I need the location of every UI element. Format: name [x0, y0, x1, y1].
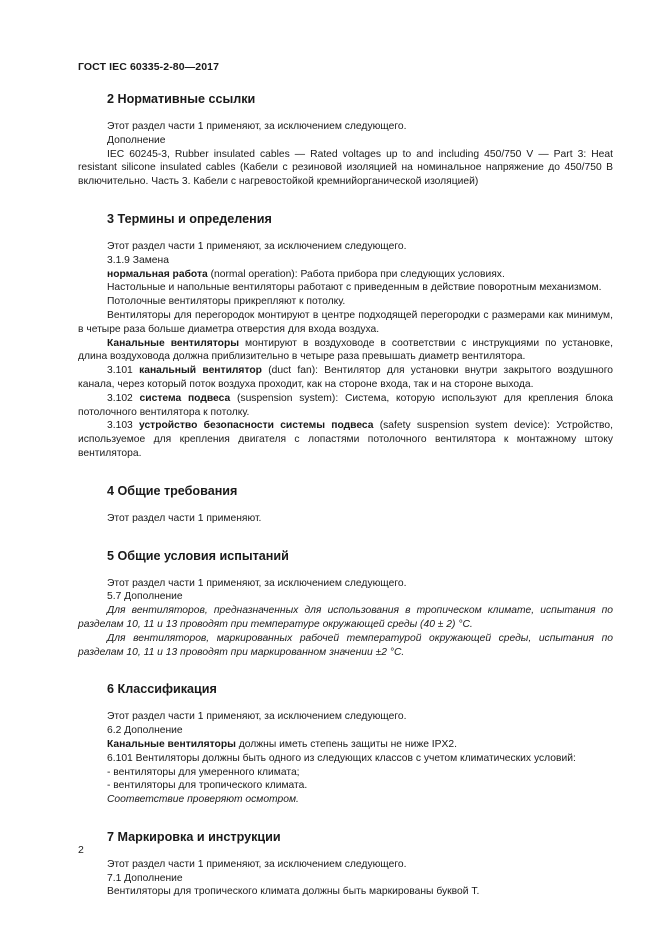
- list-item: - вентиляторы для тропического климата.: [107, 780, 308, 792]
- term: Канальные вентиляторы: [107, 337, 240, 349]
- paragraph: Вентиляторы для перегородок монтируют в центре подходящей перегородки с размерами как минимум, в четыре раза больше диаметра отверстия для входа воздуха.: [78, 309, 613, 335]
- paragraph: [78, 392, 613, 420]
- paragraph: 5.7 Дополнение: [107, 591, 183, 603]
- paragraph: [78, 268, 613, 282]
- clause-number: 3.103: [107, 420, 139, 432]
- paragraph: 7.1 Дополнение: [107, 872, 183, 884]
- paragraph: Этот раздел части 1 применяют, за исключением следующего.: [107, 858, 407, 870]
- clause-number: 3.102: [107, 392, 140, 404]
- term: устройство безопасности системы подвеса: [138, 420, 374, 432]
- paragraph: [78, 738, 613, 752]
- paragraph: Этот раздел части 1 применяют.: [107, 512, 262, 524]
- paragraph: Потолочные вентиляторы прикрепляют к потолку.: [107, 296, 346, 308]
- term-definition: (normal operation): Работа прибора при следующих условиях.: [207, 268, 505, 280]
- paragraph: [78, 419, 613, 460]
- clause-number: 3.101: [107, 365, 140, 377]
- paragraph: Этот раздел части 1 применяют, за исключением следующего.: [107, 711, 407, 723]
- term-definition: (duct fan): Вентилятор для установки внутри закрытого воздушного канала, через который поток воздуха проходит, как на стороне входа, так и на стороне выхода.: [78, 365, 614, 390]
- term-definition: (safety suspension system device): Устройство, используемое для крепления двигателя с лопастями потолочного вентилятора к монтажному штоку вентилятора.: [78, 420, 613, 459]
- section-title: 6 Классификация: [107, 682, 217, 697]
- paragraph: Дополнение: [107, 134, 166, 146]
- term-definition: монтируют в воздуховоде в соответствии с инструкциями по установке, длина воздуховода должна приблизительно в четыре раза превышать диаметр вентилятора.: [78, 337, 613, 363]
- section-title: 4 Общие требования: [107, 483, 238, 498]
- paragraph: [78, 337, 613, 365]
- section-7-marking-instructions: [78, 830, 613, 899]
- section-4-general-requirements: [78, 484, 613, 526]
- section-title: 3 Термины и определения: [107, 211, 272, 226]
- paragraph: Соответствие проверяют осмотром.: [107, 794, 299, 806]
- section-2-normative-references: [78, 92, 613, 189]
- term: Канальные вентиляторы: [107, 738, 236, 750]
- paragraph: Этот раздел части 1 применяют, за исключением следующего.: [107, 240, 407, 252]
- page-number: 2: [78, 844, 84, 856]
- section-title: 5 Общие условия испытаний: [107, 548, 289, 563]
- list-item: - вентиляторы для умеренного климата;: [107, 766, 300, 778]
- paragraph: IEC 60245-3, Rubber insulated cables — Rated voltages up to and including 450/750 V — Part 3: Heat resistant silicone insulated cables (Кабели с резиновой изоляцией на номинальное напряжение до 450/750 В включительно. Часть 3. Кабели с нагревостойкой кремнийорганической изоляцией): [78, 148, 613, 188]
- paragraph: 6.101 Вентиляторы должны быть одного из следующих классов с учетом климатических условий:: [107, 752, 576, 764]
- section-title: 7 Маркировка и инструкции: [107, 829, 281, 844]
- section-3-terms-definitions: [78, 212, 613, 461]
- document-header: ГОСТ IEC 60335-2-80—2017: [78, 61, 220, 73]
- paragraph: 6.2 Дополнение: [107, 725, 183, 737]
- document-body: [78, 92, 613, 922]
- paragraph: Для вентиляторов, предназначенных для использования в тропическом климате, испытания по разделам 10, 11 и 13 проводят при температуре окружающей среды (40 ± 2) °С.: [78, 605, 613, 630]
- paragraph: [78, 364, 613, 392]
- term: система подвеса: [139, 392, 231, 404]
- paragraph: Настольные и напольные вентиляторы работают с приведенным в действие поворотным механизмом.: [107, 282, 602, 294]
- term-definition: должны иметь степень защиты не ниже IPX2.: [235, 738, 457, 750]
- paragraph: Этот раздел части 1 применяют, за исключением следующего.: [107, 121, 407, 132]
- paragraph: 3.1.9 Замена: [107, 254, 169, 266]
- section-6-classification: [78, 682, 613, 807]
- paragraph: Этот раздел части 1 применяют, за исключением следующего.: [107, 577, 407, 589]
- section-5-test-conditions: [78, 549, 613, 660]
- term: канальный вентилятор: [139, 365, 262, 377]
- paragraph: Вентиляторы для тропического климата должны быть маркированы буквой Т.: [107, 886, 480, 898]
- paragraph: Для вентиляторов, маркированных рабочей температурой окружающей среды, испытания по разделам 10, 11 и 13 проводят при маркированном значении ±2 °С.: [78, 632, 613, 658]
- section-title: 2 Нормативные ссылки: [107, 92, 256, 106]
- term-definition: (suspension system): Система, которую используют для крепления блока потолочного вентилятора к потолку.: [78, 392, 613, 418]
- term: нормальная работа: [107, 268, 208, 280]
